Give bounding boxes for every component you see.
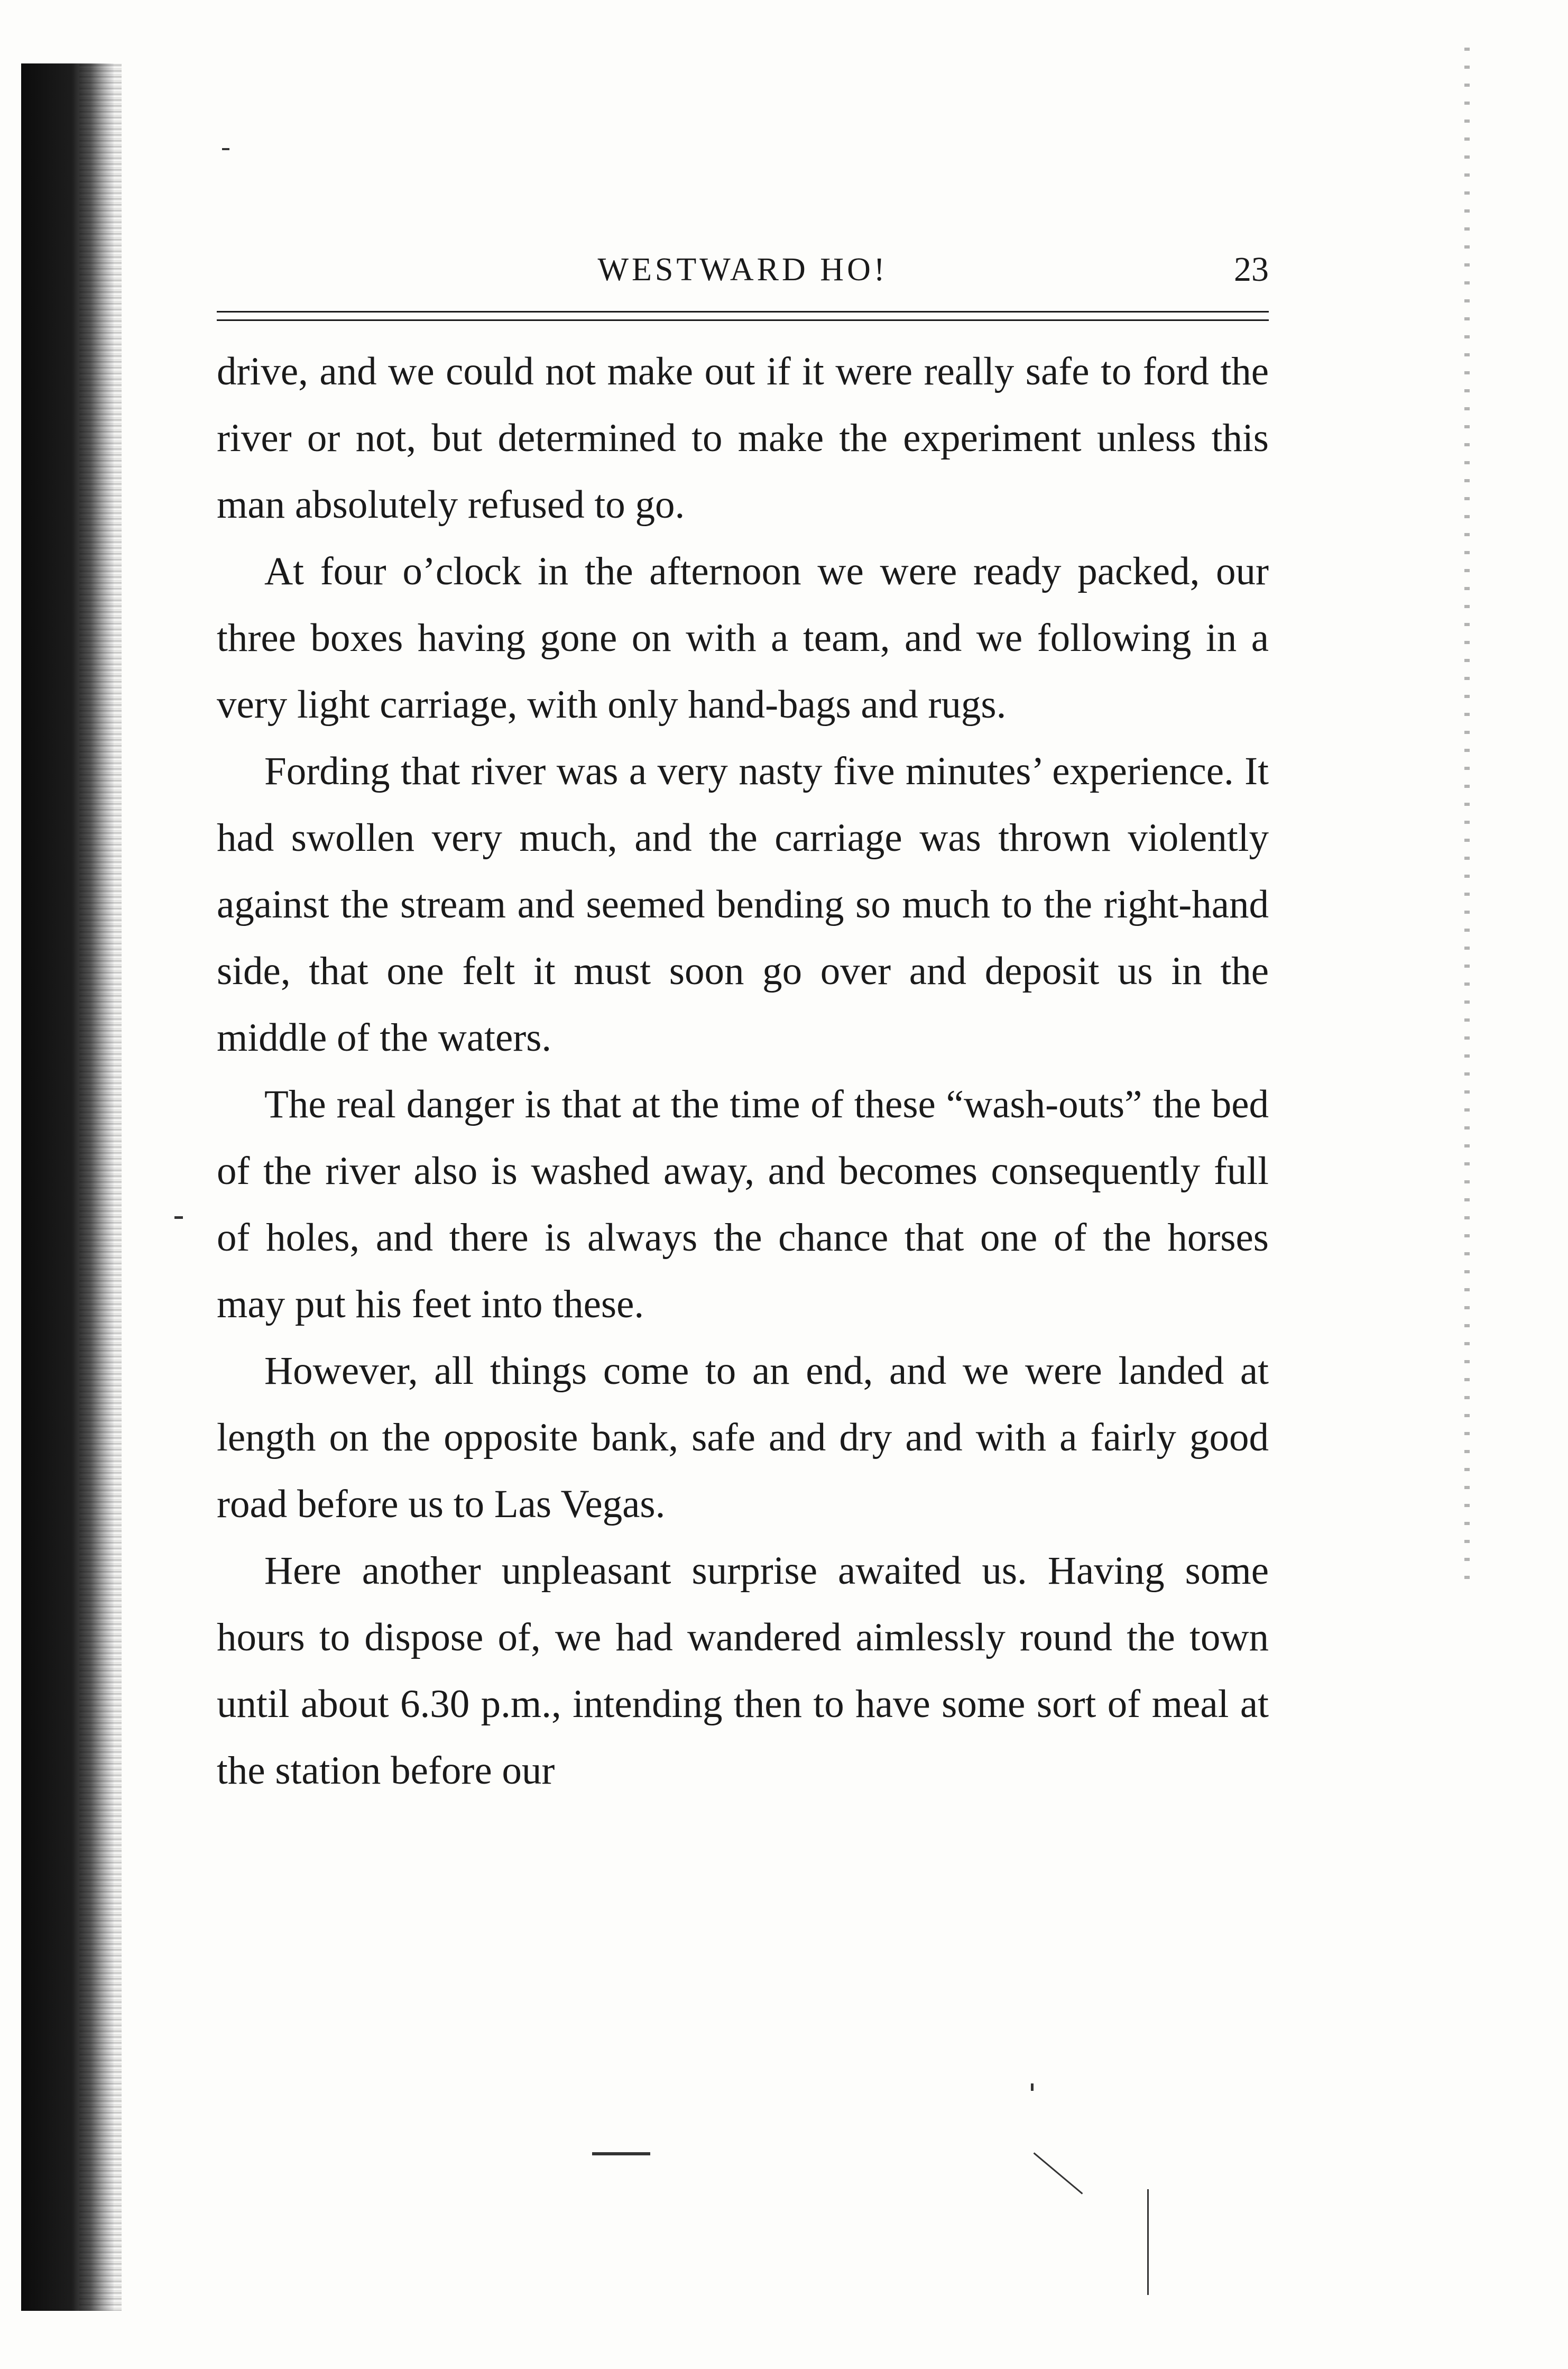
paragraph-2: At four o’clock in the afternoon we were ready packed, our three boxes having gone on with a team, and we following in a very light carriage, with only hand-bags and rugs. xyxy=(217,549,1269,727)
paragraph-1: drive, and we could not make out if it were really safe to ford the river or not, but determined to make the experiment unless this man absolutely refused to go. xyxy=(217,350,1269,527)
running-head xyxy=(217,249,1269,291)
paragraph-6: Here another unpleasant surprise awaited us. Having some hours to dispose of, we had wandered aimlessly round the town until about 6.30 p.m., intending then to have some sort of meal at the station before our xyxy=(217,1549,1269,1793)
header-rule-top xyxy=(217,311,1269,313)
running-title: WESTWARD HO! xyxy=(597,252,888,288)
paragraph-4: The real danger is that at the time of these “wash-outs” the bed of the river also is washed away, and becomes consequently full of holes, and there is always the chance that one of the horses may put his feet into these. xyxy=(217,1082,1269,1326)
paragraph-5: However, all things come to an end, and we were landed at length on the opposite bank, safe and dry and with a fairly good road before us to Las Vegas. xyxy=(217,1349,1269,1526)
page-number: 23 xyxy=(1234,250,1269,289)
book-binding-edge xyxy=(21,63,114,2311)
paragraph-3: Fording that river was a very nasty five minutes’ experience. It had swollen very much, and the carriage was thrown violently against the stream and seemed bending so much to the right-hand side, that one felt it must soon go over and deposit us in the middle of the waters. xyxy=(217,749,1269,1060)
body-text xyxy=(217,338,1269,1804)
right-margin-marks xyxy=(1464,48,1470,1581)
header-rule-bottom xyxy=(217,319,1269,321)
